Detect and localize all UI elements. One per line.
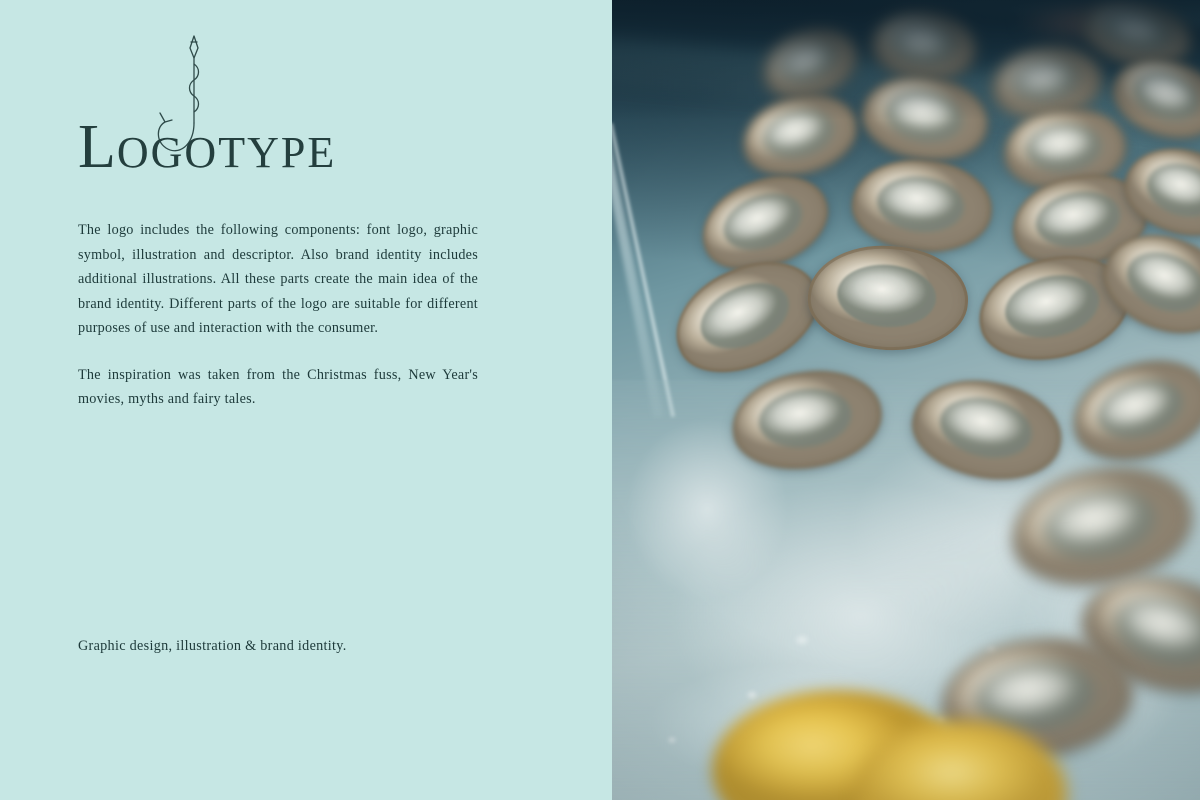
logo-initial: L bbox=[78, 113, 117, 181]
paragraph-2: The inspiration was taken from the Christmas fuss, New Year's movies, myths and fairy tales. bbox=[78, 366, 478, 407]
paragraph-1: The logo includes the following components: font logo, graphic symbol, illustration and descriptor. Also brand identity includes additional illustrations. All these parts create the main idea of the brand identity. Different parts of the logo are suitable for different purposes of use and interaction with the consumer. bbox=[78, 222, 478, 336]
logo-wordmark bbox=[78, 113, 337, 181]
logo-remainder: OGOTYPE bbox=[116, 128, 337, 177]
footer-note: Graphic design, illustration & brand identity. bbox=[78, 638, 347, 654]
body-copy bbox=[78, 218, 478, 412]
oysters-photo bbox=[612, 0, 1200, 800]
logo-lockup bbox=[78, 28, 498, 181]
photo-vignette bbox=[612, 0, 1200, 800]
